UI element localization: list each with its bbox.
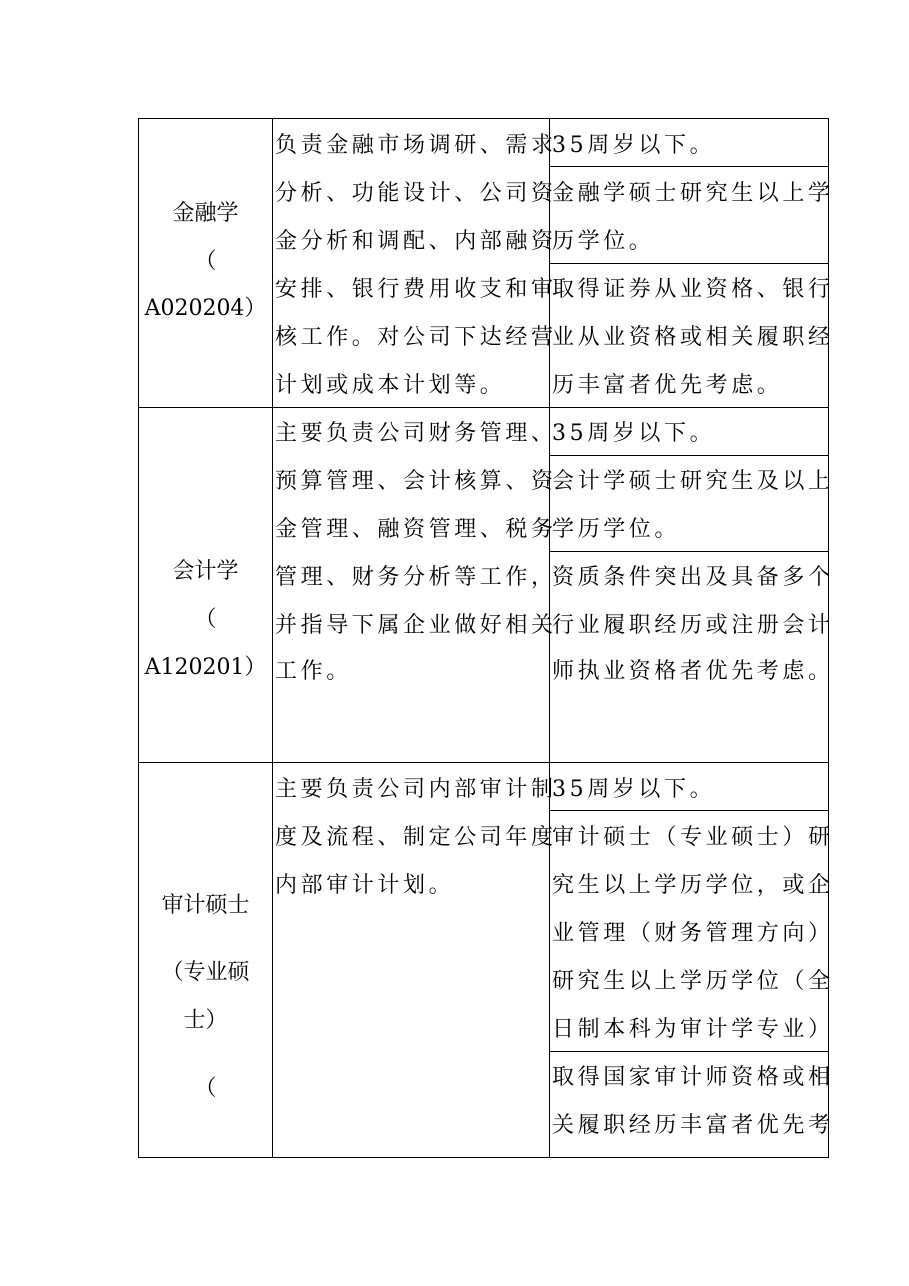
preference-line: 行业履职经历或注册会计 bbox=[552, 613, 834, 638]
major-name-line: （ bbox=[194, 607, 217, 632]
column-divider bbox=[549, 118, 550, 1158]
cell-divider bbox=[549, 455, 829, 456]
duty-line: 度及流程、制定公司年度 bbox=[275, 825, 557, 850]
major-name-line: 金融学 bbox=[172, 201, 239, 226]
duty-line: 预算管理、会计核算、资 bbox=[275, 469, 557, 494]
education-requirement-line: 研究生以上学历学位（全 bbox=[552, 969, 834, 994]
education-requirement-line: 历学位。 bbox=[552, 229, 655, 254]
duty-line: 金分析和调配、内部融资 bbox=[275, 229, 557, 254]
preference-line: 师执业资格者优先考虑。 bbox=[552, 659, 834, 684]
preference-line: 资质条件突出及具备多个 bbox=[552, 565, 834, 590]
major-name-line: （专业硕 bbox=[161, 960, 250, 985]
cell-divider bbox=[549, 166, 829, 167]
cell-divider bbox=[549, 263, 829, 264]
major-name-line: （ bbox=[194, 249, 217, 274]
duty-line: 金管理、融资管理、税务 bbox=[275, 517, 557, 542]
preference-line: 关履职经历丰富者优先考 bbox=[552, 1113, 834, 1138]
education-requirement-line: 会计学硕士研究生及以上 bbox=[552, 469, 834, 494]
cell-divider bbox=[549, 1051, 829, 1052]
cell-divider bbox=[549, 551, 829, 552]
duty-line: 安排、银行费用收支和审 bbox=[275, 277, 557, 302]
duty-line: 工作。 bbox=[275, 659, 352, 684]
major-code: A020204） bbox=[144, 296, 267, 321]
duty-line: 主要负责公司内部审计制 bbox=[275, 777, 557, 802]
preference-line: 取得国家审计师资格或相 bbox=[552, 1065, 834, 1090]
major-name-line: 士） bbox=[183, 1008, 228, 1033]
duty-line: 计划或成本计划等。 bbox=[275, 373, 506, 398]
education-requirement-line: 审计硕士（专业硕士）研 bbox=[552, 825, 834, 850]
preference-line: 业从业资格或相关履职经 bbox=[552, 325, 834, 350]
preference-line: 取得证券从业资格、银行 bbox=[552, 277, 834, 302]
age-requirement: 35周岁以下。 bbox=[552, 777, 716, 802]
education-requirement-line: 金融学硕士研究生以上学 bbox=[552, 181, 834, 206]
age-requirement: 35周岁以下。 bbox=[552, 421, 716, 446]
preference-line: 历丰富者优先考虑。 bbox=[552, 373, 783, 398]
duty-line: 内部审计计划。 bbox=[275, 873, 455, 898]
age-requirement: 35周岁以下。 bbox=[552, 133, 716, 158]
major-name-line: （ bbox=[194, 1076, 217, 1101]
table-left-border bbox=[138, 118, 139, 1158]
education-requirement-line: 日制本科为审计学专业） bbox=[552, 1017, 834, 1042]
table-bottom-border bbox=[138, 1157, 829, 1158]
cell-divider bbox=[549, 810, 829, 811]
row-divider bbox=[138, 762, 829, 763]
duty-line: 主要负责公司财务管理、 bbox=[275, 421, 557, 446]
duty-line: 核工作。对公司下达经营 bbox=[275, 325, 557, 350]
duty-line: 分析、功能设计、公司资 bbox=[275, 181, 557, 206]
duty-line: 负责金融市场调研、需求 bbox=[275, 133, 557, 158]
duty-line: 管理、财务分析等工作， bbox=[275, 565, 557, 590]
column-divider bbox=[272, 118, 273, 1158]
education-requirement-line: 业管理（财务管理方向） bbox=[552, 921, 834, 946]
major-name-line: 审计硕士 bbox=[161, 893, 250, 918]
table-top-border bbox=[138, 118, 829, 119]
table-right-border bbox=[828, 118, 829, 1158]
major-code: A120201） bbox=[144, 655, 267, 680]
major-name-line: 会计学 bbox=[172, 559, 239, 584]
row-divider bbox=[138, 407, 829, 408]
education-requirement-line: 究生以上学历学位，或企 bbox=[552, 873, 834, 898]
education-requirement-line: 学历学位。 bbox=[552, 517, 681, 542]
duty-line: 并指导下属企业做好相关 bbox=[275, 613, 557, 638]
